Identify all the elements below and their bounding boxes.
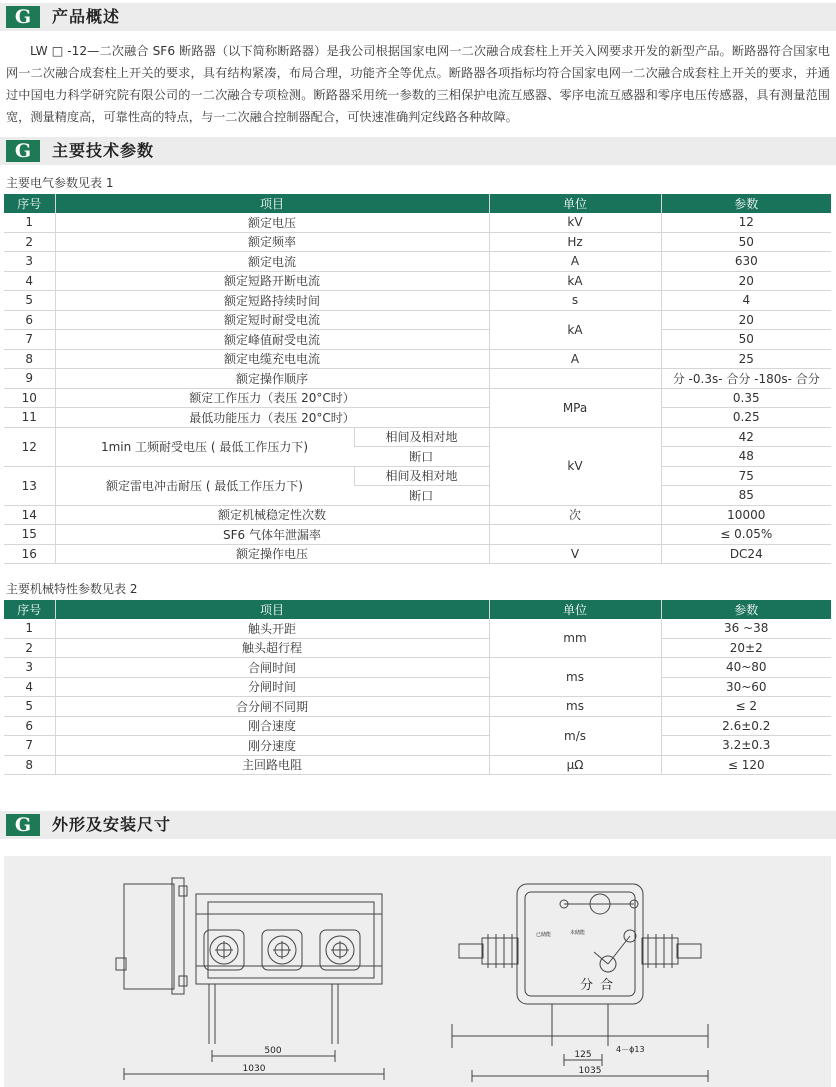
row-unit	[489, 525, 661, 545]
row-value: 50	[661, 330, 831, 350]
open-label: 分	[580, 978, 594, 993]
bushing-face	[204, 930, 244, 970]
table-row	[4, 291, 831, 311]
row-no: 6	[4, 310, 55, 330]
dim-125: 125	[574, 1050, 592, 1060]
row-value: 20	[661, 310, 831, 330]
table-row	[4, 736, 831, 756]
row-no: 14	[4, 505, 55, 525]
table-row	[4, 427, 831, 447]
table-row	[4, 213, 831, 232]
section-title: 主要技术参数	[52, 141, 155, 160]
table-row	[4, 638, 831, 658]
row-value: 85	[661, 486, 831, 506]
section-header-tech	[0, 137, 836, 165]
row-no: 1	[4, 619, 55, 638]
row-no: 4	[4, 271, 55, 291]
row-item: 额定短时耐受电流	[55, 310, 489, 330]
bushing-face	[262, 930, 302, 970]
left-view-drawing	[116, 878, 384, 1080]
row-item: 额定短路开断电流	[55, 271, 489, 291]
row-item: 额定操作电压	[55, 544, 489, 564]
row-value: DC24	[661, 544, 831, 564]
section-title: 产品概述	[52, 7, 121, 26]
row-value: ≤ 0.05%	[661, 525, 831, 545]
row-value: ≤ 120	[661, 755, 831, 775]
header-value: 参数	[661, 600, 831, 619]
header-no: 序号	[4, 194, 55, 213]
row-item: 刚合速度	[55, 716, 489, 736]
row-no: 5	[4, 697, 55, 717]
row-value: 75	[661, 466, 831, 486]
table-row	[4, 349, 831, 369]
row-value: 12	[661, 213, 831, 232]
row-subitem: 断口	[354, 447, 489, 467]
table-row	[4, 466, 831, 486]
table-row	[4, 388, 831, 408]
row-value: 42	[661, 427, 831, 447]
row-value: 25	[661, 349, 831, 369]
row-item: 触头超行程	[55, 638, 489, 658]
row-no: 4	[4, 677, 55, 697]
row-no: 2	[4, 232, 55, 252]
row-item: 额定短路持续时间	[55, 291, 489, 311]
row-item: 额定频率	[55, 232, 489, 252]
row-subitem: 相间及相对地	[354, 427, 489, 447]
dim-1030: 1030	[242, 1064, 266, 1074]
table1-caption: 主要电气参数见表 1	[6, 176, 114, 190]
row-no: 7	[4, 330, 55, 350]
row-unit: ms	[489, 658, 661, 697]
row-unit: 次	[489, 505, 661, 525]
table-row	[4, 658, 831, 678]
row-value: 30~60	[661, 677, 831, 697]
row-subitem: 断口	[354, 486, 489, 506]
row-unit: mm	[489, 619, 661, 658]
row-unit: V	[489, 544, 661, 564]
row-no: 8	[4, 755, 55, 775]
row-value: 10000	[661, 505, 831, 525]
insulator-left	[459, 934, 518, 968]
row-item: SF6 气体年泄漏率	[55, 525, 489, 545]
row-item: 额定操作顺序	[55, 369, 489, 389]
table-row	[4, 697, 831, 717]
dimension-drawing-area	[4, 856, 831, 1087]
dim-1035: 1035	[578, 1066, 602, 1076]
row-unit: m/s	[489, 716, 661, 755]
row-unit: kV	[489, 213, 661, 232]
row-no: 11	[4, 408, 55, 428]
row-no: 3	[4, 658, 55, 678]
header-value: 参数	[661, 194, 831, 213]
header-unit: 单位	[489, 600, 661, 619]
row-no: 15	[4, 525, 55, 545]
outline-drawing	[4, 856, 831, 1087]
row-unit: MPa	[489, 388, 661, 427]
row-value: 分 -0.3s- 合分 -180s- 合分	[661, 369, 831, 389]
insulator-right	[642, 934, 701, 968]
row-item: 额定雷电冲击耐压 ( 最低工作压力下)	[55, 466, 354, 505]
table-row	[4, 369, 831, 389]
row-no: 1	[4, 213, 55, 232]
row-value: 50	[661, 232, 831, 252]
row-item: 额定机械稳定性次数	[55, 505, 489, 525]
row-value: ≤ 2	[661, 697, 831, 717]
table-row	[4, 755, 831, 775]
row-value: 20±2	[661, 638, 831, 658]
row-value: 630	[661, 252, 831, 272]
row-unit: kA	[489, 271, 661, 291]
row-unit: A	[489, 349, 661, 369]
overview-paragraph: LW □ -12—二次融合 SF6 断路器（以下简称断路器）是我公司根据国家电网一二次融合成套柱上开关入网要求开发的新型产品。断路器符合国家电网一二次融合成套柱上开关的要求，具有结构紧凑，布局合理，功能齐全等优点。断路器各项指标均符合国家电网一二次融合成套柱上开关的要求，并通过中国电力科学研究院有限公司的一二次融合专项检测。断路器采用统一参数的三相保护电流互感器、零序电流互感器和零序电压传感器，具有测量范围宽，测量精度高，可靠性高的特点，与一二次融合控制器配合，可快速准确判定线路各种故障。	[6, 44, 830, 124]
row-value: 0.25	[661, 408, 831, 428]
row-item: 触头开距	[55, 619, 489, 638]
table-header-row	[4, 194, 831, 213]
table-row	[4, 619, 831, 638]
row-no: 5	[4, 291, 55, 311]
row-item: 额定电缆充电电流	[55, 349, 489, 369]
table-header-row	[4, 600, 831, 619]
section-header-overview	[0, 3, 836, 31]
row-value: 4	[661, 291, 831, 311]
table-row	[4, 232, 831, 252]
table-row	[4, 252, 831, 272]
table-row	[4, 677, 831, 697]
row-item: 合分闸不同期	[55, 697, 489, 717]
row-value: 3.2±0.3	[661, 736, 831, 756]
row-item: 额定电流	[55, 252, 489, 272]
row-no: 10	[4, 388, 55, 408]
row-item: 分闸时间	[55, 677, 489, 697]
section-badge: G	[6, 140, 40, 162]
table-row	[4, 310, 831, 330]
header-item: 项目	[55, 600, 489, 619]
row-no: 13	[4, 466, 55, 505]
row-no: 9	[4, 369, 55, 389]
row-unit: ms	[489, 697, 661, 717]
row-item: 额定峰值耐受电流	[55, 330, 489, 350]
hole-spec-label: 4－ϕ13	[616, 1045, 645, 1054]
dim-500: 500	[264, 1046, 282, 1056]
row-no: 2	[4, 638, 55, 658]
row-value: 0.35	[661, 388, 831, 408]
row-item: 额定电压	[55, 213, 489, 232]
header-item: 项目	[55, 194, 489, 213]
row-no: 7	[4, 736, 55, 756]
row-value: 36 ~38	[661, 619, 831, 638]
section-badge: G	[6, 814, 40, 836]
header-unit: 单位	[489, 194, 661, 213]
row-unit	[489, 369, 661, 389]
row-value: 48	[661, 447, 831, 467]
section-header-dimensions	[0, 811, 836, 839]
row-value: 20	[661, 271, 831, 291]
row-unit: μΩ	[489, 755, 661, 775]
spring-charged-label: 已储能	[536, 932, 552, 938]
row-subitem: 相间及相对地	[354, 466, 489, 486]
section-badge: G	[6, 6, 40, 28]
row-unit: s	[489, 291, 661, 311]
row-item: 最低功能压力（表压 20°C时）	[55, 408, 489, 428]
row-item: 合闸时间	[55, 658, 489, 678]
table-row	[4, 544, 831, 564]
row-unit: kA	[489, 310, 661, 349]
bushing-face	[320, 930, 360, 970]
table-row	[4, 408, 831, 428]
row-item: 额定工作压力（表压 20°C时）	[55, 388, 489, 408]
table2-caption: 主要机械特性参数见表 2	[6, 582, 138, 596]
table-row	[4, 330, 831, 350]
mechanical-params-table	[4, 600, 831, 775]
close-label: 合	[600, 978, 614, 993]
table-row	[4, 525, 831, 545]
row-item: 主回路电阻	[55, 755, 489, 775]
row-no: 8	[4, 349, 55, 369]
row-item: 刚分速度	[55, 736, 489, 756]
section-title: 外形及安装尺寸	[52, 815, 172, 834]
row-item: 1min 工频耐受电压 ( 最低工作压力下)	[55, 427, 354, 466]
row-no: 3	[4, 252, 55, 272]
row-no: 6	[4, 716, 55, 736]
electrical-params-table	[4, 194, 831, 564]
row-unit: kV	[489, 427, 661, 505]
row-unit: A	[489, 252, 661, 272]
row-no: 16	[4, 544, 55, 564]
table-row	[4, 271, 831, 291]
table-row	[4, 716, 831, 736]
row-value: 2.6±0.2	[661, 716, 831, 736]
row-value: 40~80	[661, 658, 831, 678]
table-row	[4, 505, 831, 525]
spring-uncharged-label: 未储能	[570, 930, 586, 936]
header-no: 序号	[4, 600, 55, 619]
row-no: 12	[4, 427, 55, 466]
row-unit: Hz	[489, 232, 661, 252]
